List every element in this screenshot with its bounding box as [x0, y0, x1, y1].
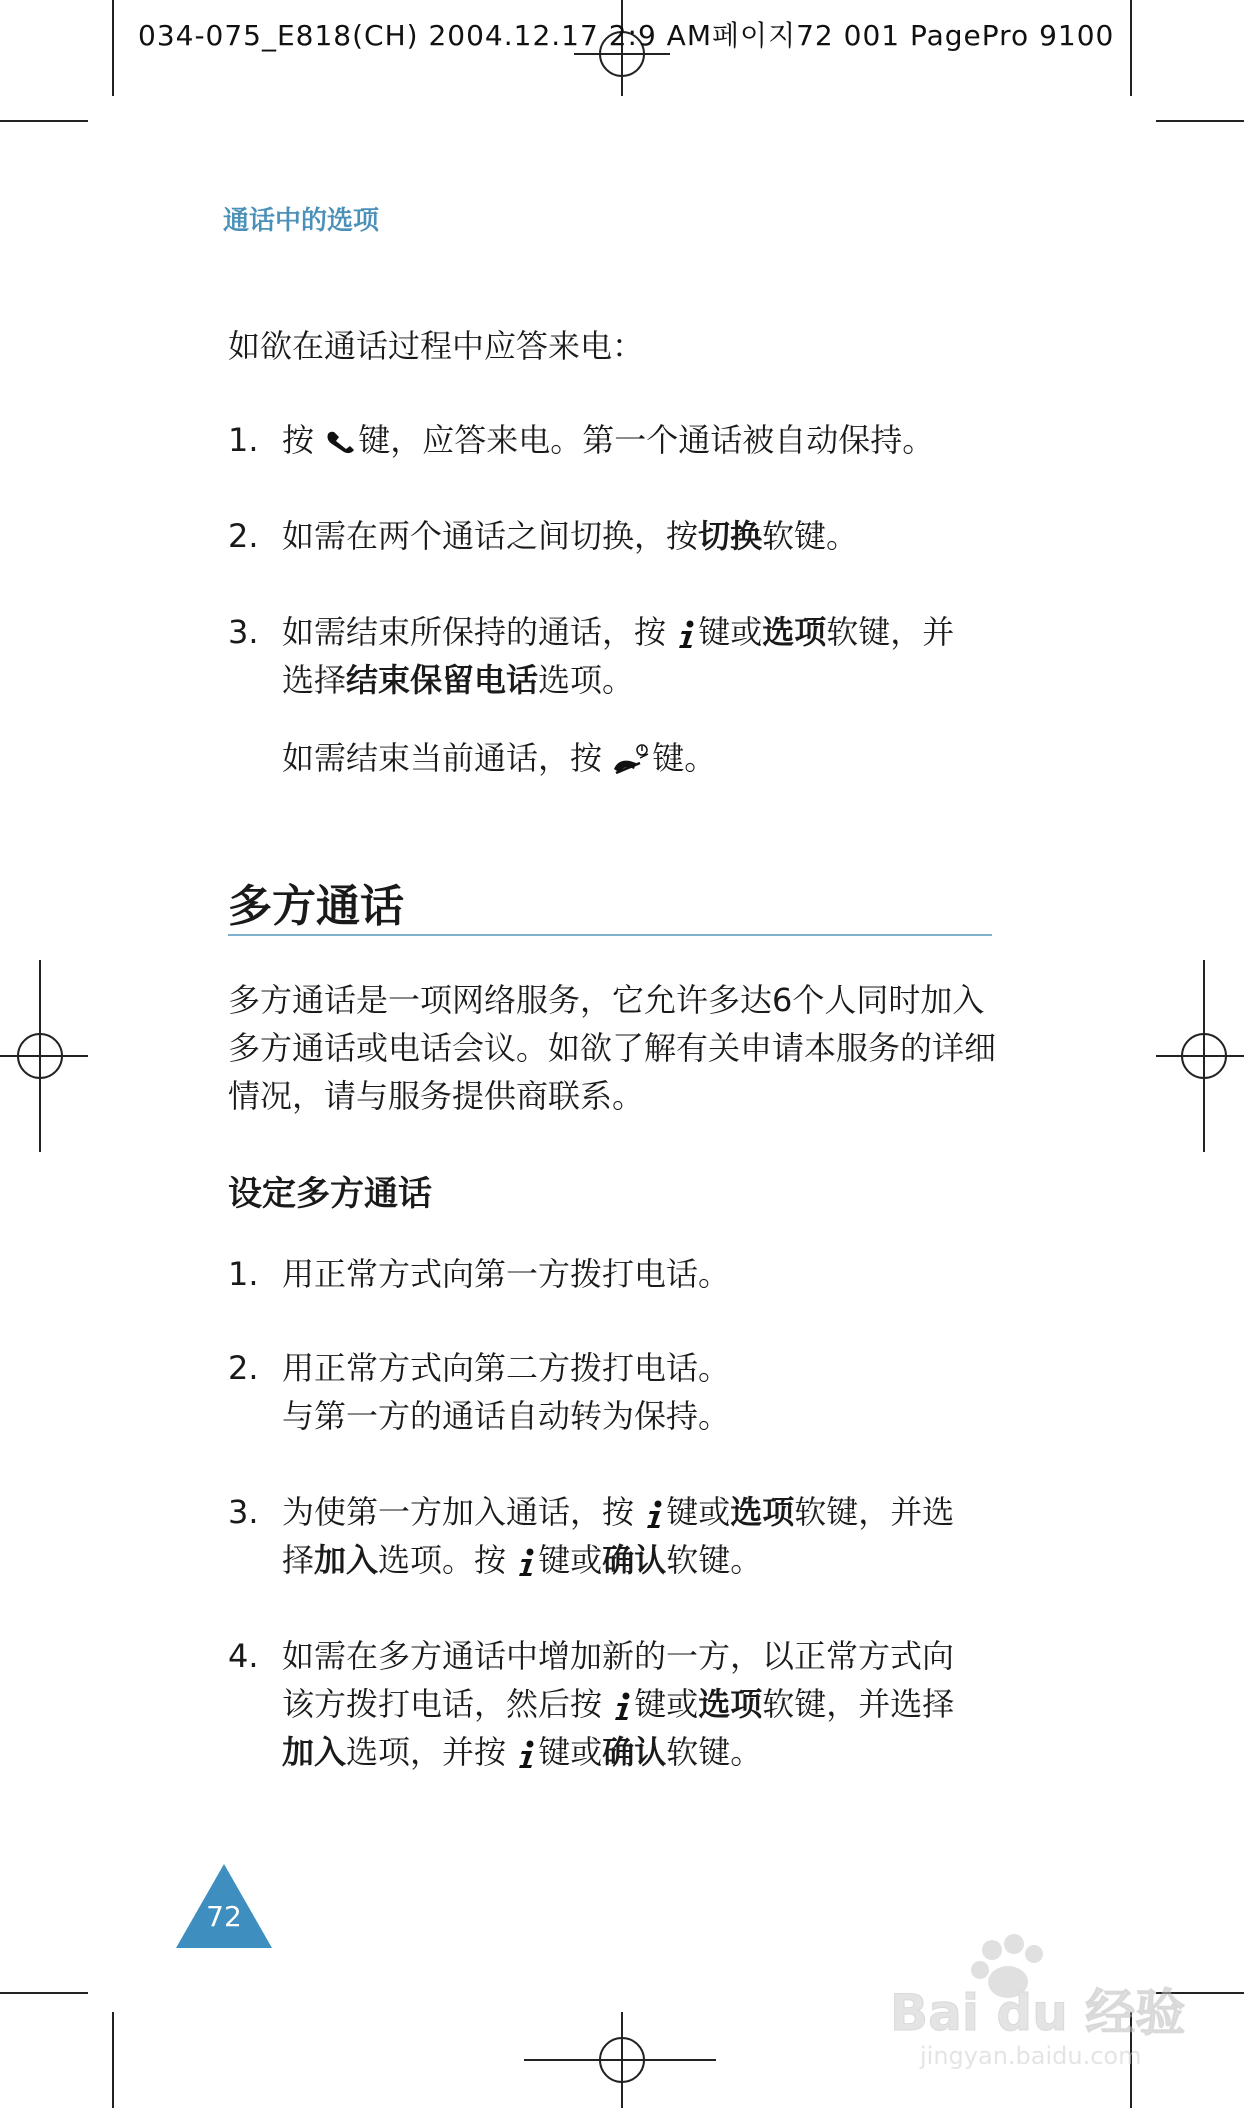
text-run: 如需结束当前通话，按 [282, 739, 613, 777]
text-run: 键或 [666, 1493, 731, 1531]
section-paragraph: 多方通话是一项网络服务，它允许多达6个人同时加入多方通话或电话会议。如欲了解有关申请本服务的详细情况，请与服务提供商联系。 [228, 981, 997, 1115]
text-run: 选项。按 [378, 1541, 517, 1579]
text-run: 如需结束所保持的通话，按 [282, 613, 677, 651]
section-title: 多方通话 [228, 881, 404, 932]
text-run: 选项。 [538, 661, 635, 699]
crop-mark [1156, 120, 1244, 122]
end-call-note [282, 734, 716, 782]
text-run: 键或 [698, 613, 763, 651]
text-run: 与第一方的通话自动转为保持。 [282, 1397, 731, 1435]
step-text [282, 608, 1008, 704]
text-run: 择 [282, 1541, 315, 1579]
text-run: 软键。 [666, 1733, 763, 1771]
text-run: 用正常方式向第二方拨打电话。 [282, 1349, 731, 1387]
step-item [228, 608, 1008, 704]
text-run: 软键。 [666, 1541, 763, 1579]
step-item [228, 1632, 1008, 1776]
baidu-jingyan-watermark [880, 1930, 1200, 2070]
step-text [282, 416, 1008, 464]
i-key-icon [612, 1691, 634, 1721]
text-run: 用正常方式向第一方拨打电话。 [282, 1255, 731, 1293]
step-text [282, 1488, 1008, 1584]
crop-mark [112, 0, 114, 96]
softkey-name: 加入 [314, 1541, 379, 1579]
step-number: 2. [228, 517, 259, 555]
step-item [228, 1344, 1008, 1440]
step-item [228, 1488, 1008, 1584]
svg-text:jingyan.baidu.com: jingyan.baidu.com [920, 2042, 1142, 2070]
text-run: 键或 [634, 1685, 699, 1723]
text-run: 如需在两个通话之间切换，按 [282, 517, 699, 555]
section-rule [228, 934, 992, 936]
step-number: 1. [228, 421, 259, 459]
text-run: 软键，并选 [794, 1493, 955, 1531]
softkey-name: 选项 [698, 1685, 763, 1723]
softkey-name: 结束保留电话 [346, 661, 539, 699]
i-key-icon [516, 1739, 538, 1769]
text-run: 软键，并 [826, 613, 955, 651]
step-text [282, 1250, 1008, 1298]
intro-text: 如欲在通话过程中应答来电： [228, 327, 645, 365]
step-text [282, 1344, 1008, 1440]
registration-mark-left [0, 956, 90, 1156]
softkey-name: 确认 [602, 1733, 667, 1771]
page-number: 72 [206, 1900, 242, 1933]
step-number: 1. [228, 1255, 259, 1293]
crop-mark [112, 2012, 114, 2108]
send-key-icon [324, 428, 358, 456]
printer-slug: 034-075_E818(CH) 2004.12.17 2:9 AM페이지72 001 PagePro 9100 [138, 19, 1115, 52]
text-run: 选择 [282, 661, 347, 699]
running-head: 通话中的选项 [223, 206, 380, 236]
step-item [228, 1250, 1008, 1298]
softkey-name: 切换 [698, 517, 763, 555]
sub-title: 设定多方通话 [228, 1174, 432, 1214]
step-text [282, 1632, 1008, 1776]
i-key-icon [516, 1547, 538, 1577]
end-key-icon [612, 743, 652, 777]
text-run: 选项，并按 [346, 1733, 517, 1771]
text-run: 按 [282, 421, 325, 459]
softkey-name: 加入 [282, 1733, 347, 1771]
step-number: 4. [228, 1637, 259, 1675]
text-run: 软键，并选择 [762, 1685, 955, 1723]
text-run: 键。 [652, 739, 717, 777]
step-number: 2. [228, 1349, 259, 1387]
step-item [228, 512, 1008, 560]
text-run: 键，应答来电。第一个通话被自动保持。 [358, 421, 935, 459]
softkey-name: 选项 [730, 1493, 795, 1531]
text-run: 软键。 [762, 517, 859, 555]
crop-mark [0, 120, 88, 122]
registration-mark-bottom [520, 2010, 720, 2108]
i-key-icon [644, 1499, 666, 1529]
text-run: 键或 [538, 1541, 603, 1579]
i-key-icon [676, 619, 698, 649]
step-number: 3. [228, 1493, 259, 1531]
step-text [282, 512, 1008, 560]
softkey-name: 选项 [762, 613, 827, 651]
svg-text:Bai du 经验: Bai du 经验 [890, 1984, 1186, 2042]
crop-mark [1130, 0, 1132, 96]
registration-mark-right [1154, 956, 1244, 1156]
text-run: 为使第一方加入通话，按 [282, 1493, 645, 1531]
softkey-name: 确认 [602, 1541, 667, 1579]
text-run: 键或 [538, 1733, 603, 1771]
text-run: 该方拨打电话，然后按 [282, 1685, 613, 1723]
text-run: 如需在多方通话中增加新的一方，以正常方式向 [282, 1637, 955, 1675]
crop-mark [0, 1992, 88, 1994]
step-item [228, 416, 1008, 464]
step-number: 3. [228, 613, 259, 651]
